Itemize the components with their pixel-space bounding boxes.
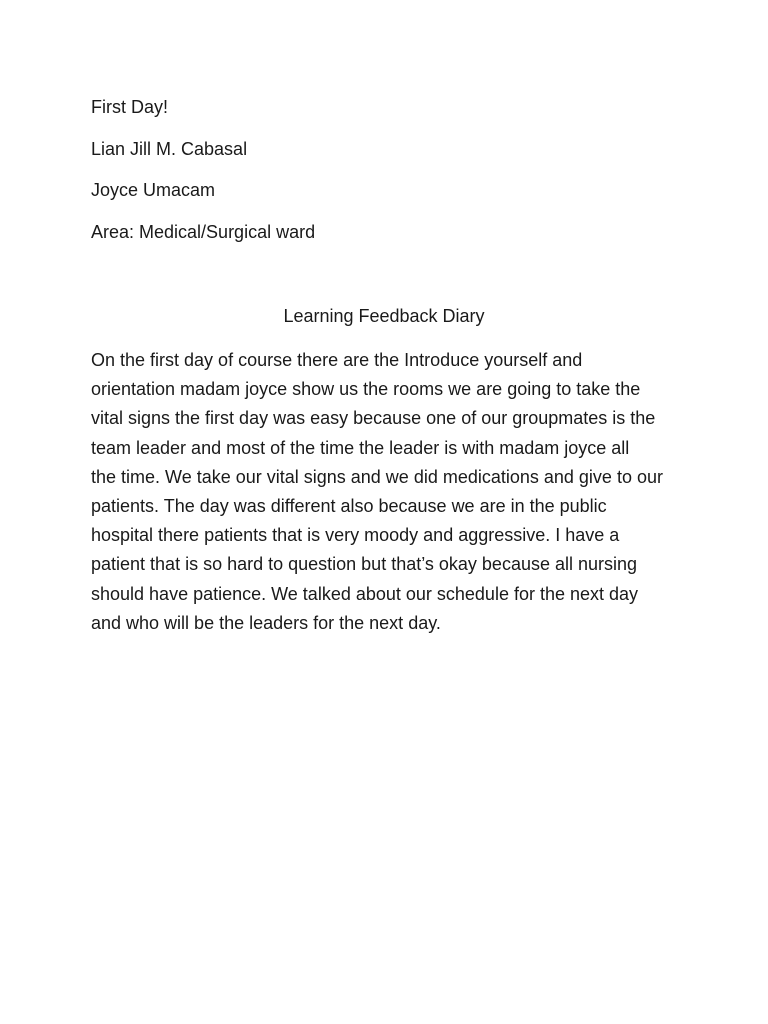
paragraph-line: team leader and most of the time the leader is with madam joyce all [91, 437, 630, 458]
author-name: Lian Jill M. Cabasal [91, 139, 248, 159]
instructor-name: Joyce Umacam [91, 180, 216, 200]
paragraph-line: hospital there patients that is very moody and aggressive. I have a [91, 525, 620, 546]
paragraph-line: vital signs the first day was easy because one of our groupmates is the [91, 408, 656, 429]
paragraph-line: patient that is so hard to question but that’s okay because all nursing [91, 554, 638, 575]
paragraph-line: should have patience. We talked about our schedule for the next day [91, 583, 639, 604]
paragraph-line: On the first day of course there are the Introduce yourself and [91, 350, 583, 370]
paragraph-line: and who will be the leaders for the next day. [91, 612, 441, 633]
document-heading: First Day! [91, 97, 169, 117]
diary-paragraph [91, 346, 691, 638]
document-title: Learning Feedback Diary [283, 306, 485, 326]
paragraph-line: the time. We take our vital signs and we did medications and give to our [91, 466, 663, 487]
area-label: Area: Medical/Surgical ward [91, 222, 316, 242]
paragraph-line: patients. The day was different also because we are in the public [91, 496, 607, 517]
paragraph-line: orientation madam joyce show us the rooms we are going to take the [91, 379, 641, 400]
